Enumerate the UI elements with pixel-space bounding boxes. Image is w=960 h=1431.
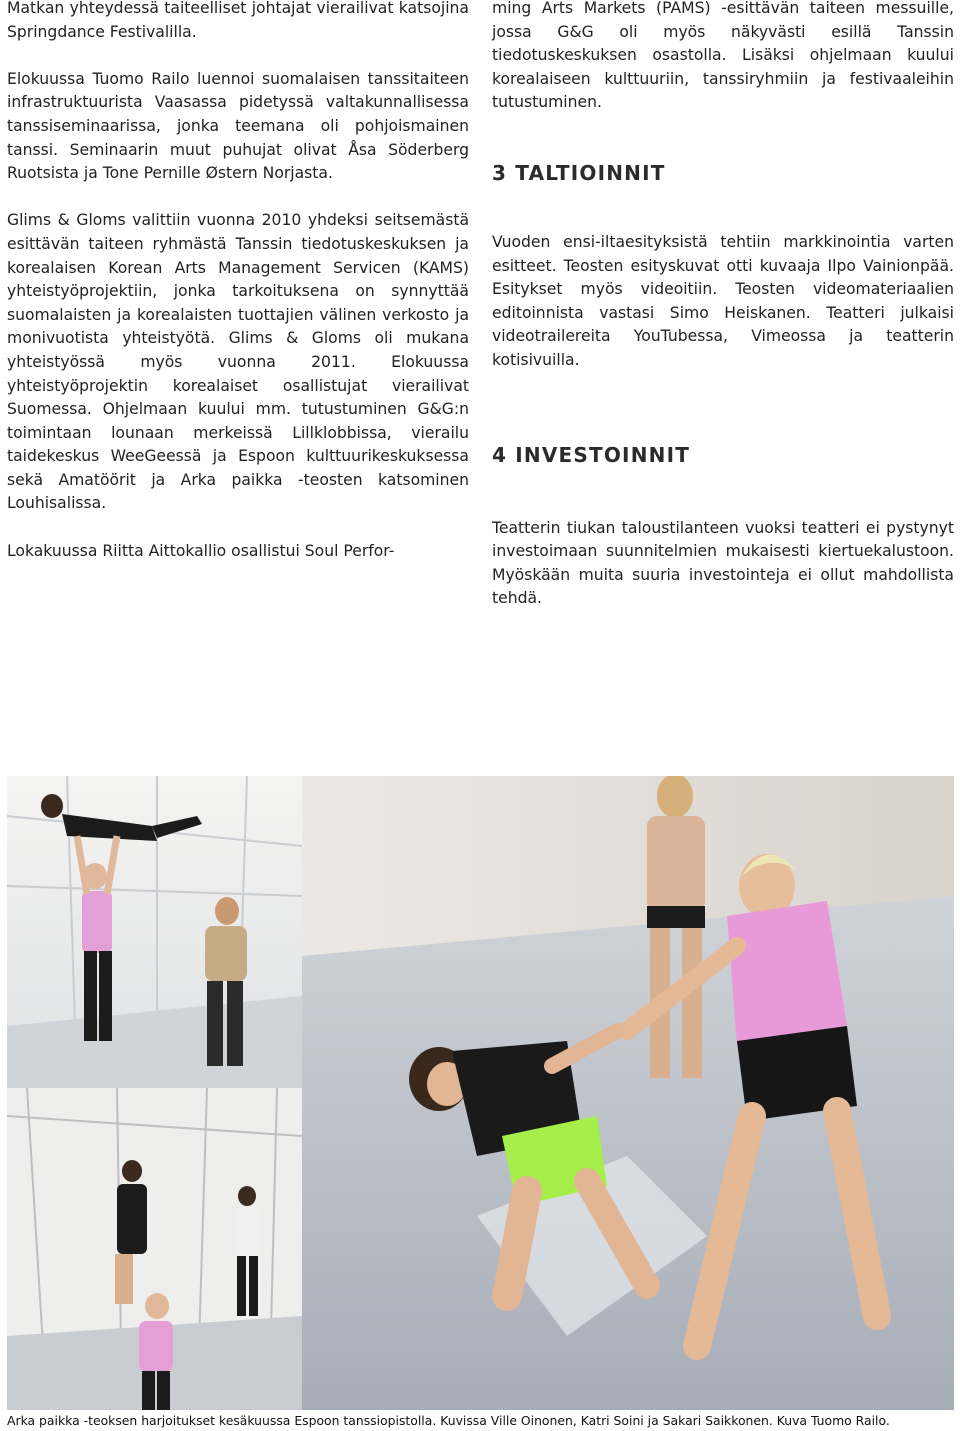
photo-collage-svg (7, 776, 954, 1410)
photo-right-main (302, 776, 954, 1410)
right-column (492, 0, 954, 611)
photo-left-bottom (7, 1088, 302, 1410)
paragraph-pams-end: ming Arts Markets (PAMS) -esittävän taiteen messuille, jossa G&G oli myös näkyvästi esillä Tanssin tiedotuskeskuksen osastolla. Lisäksi ohjelmaan kuului korealaiseen kulttuuriin, tanssiryhmiin ja festivaaleihin tutustuminen. (492, 0, 954, 112)
photo-caption: Arka paikka -teoksen harjoitukset kesäkuussa Espoon tanssiopistolla. Kuvissa Ville Oinonen, Katri Soini ja Sakari Saikkonen. Kuva Tuomo Railo. (7, 1413, 890, 1428)
photo-left-top (7, 776, 302, 1088)
paragraph-seminar: Elokuussa Tuomo Railo luennoi suomalaisen tanssitaiteen infrastruktuurista Vaasassa pidetyssä valtakunnallisessa tanssiseminaarissa, jonka teemana oli pohjoismainen tanssi. Seminaarin muut puhujat olivat Åsa Söderberg Ruotsista ja Tone Pernille Østern Norjasta. (7, 69, 469, 183)
section-heading-taltioinnit: 3 TALTIOINNIT (492, 160, 666, 185)
paragraph-pams-start: Lokakuussa Riitta Aittokallio osallistui Soul Perfor- (7, 541, 395, 560)
paragraph-springdance: Matkan yhteydessä taiteelliset johtajat vierailivat katsojina Springdance Festivalilla. (7, 0, 469, 41)
rehearsal-photos (7, 776, 954, 1410)
paragraph-taltioinnit: Vuoden ensi-iltaesityksistä tehtiin markkinointia varten esitteet. Teosten esityskuvat otti kuvaaja Ilpo Vainionpää. Esitykset myös videoitiin. Teosten videomateriaalien editoinnista vastasi Simo Heiskanen. Teatteri julkaisi videotrailereita YouTubessa, Vimeossa ja teatterin kotisivuilla. (492, 232, 954, 369)
section-heading-investoinnit: 4 INVESTOINNIT (492, 442, 691, 467)
left-column (7, 0, 469, 563)
paragraph-kams: Glims & Gloms valittiin vuonna 2010 yhdeksi seitsemästä esittävän taiteen ryhmästä Tanssin tiedotuskeskuksen ja korealaisen Korean Arts Management Servicen (KAMS) yhteistyöprojektiin, jonka tarkoituksena on synnyttää suomalaisten ja korealaisten tuottajien välinen verkosto ja monivuotista yhteistyötä. Glims & Gloms oli mukana yhteistyössä myös vuonna 2011. Elokuussa yhteistyöprojektin korealaiset osallistujat vierailivat Suomessa. Ohjelmaan kuului mm. tutustuminen G&G:n toimintaan lounaan merkeissä Lillklobbissa, vierailu taidekeskus WeeGeessä ja Espoon kulttuurikeskuksessa sekä Amatöörit ja Arka paikka -teosten katsominen Louhisalissa. (7, 211, 469, 513)
paragraph-investoinnit: Teatterin tiukan taloustilanteen vuoksi teatteri ei pystynyt investoimaan suunnitelmien mukaisesti kiertuekalustoon. Myöskään muita suuria investointeja ei ollut mahdollista tehdä. (492, 518, 954, 608)
